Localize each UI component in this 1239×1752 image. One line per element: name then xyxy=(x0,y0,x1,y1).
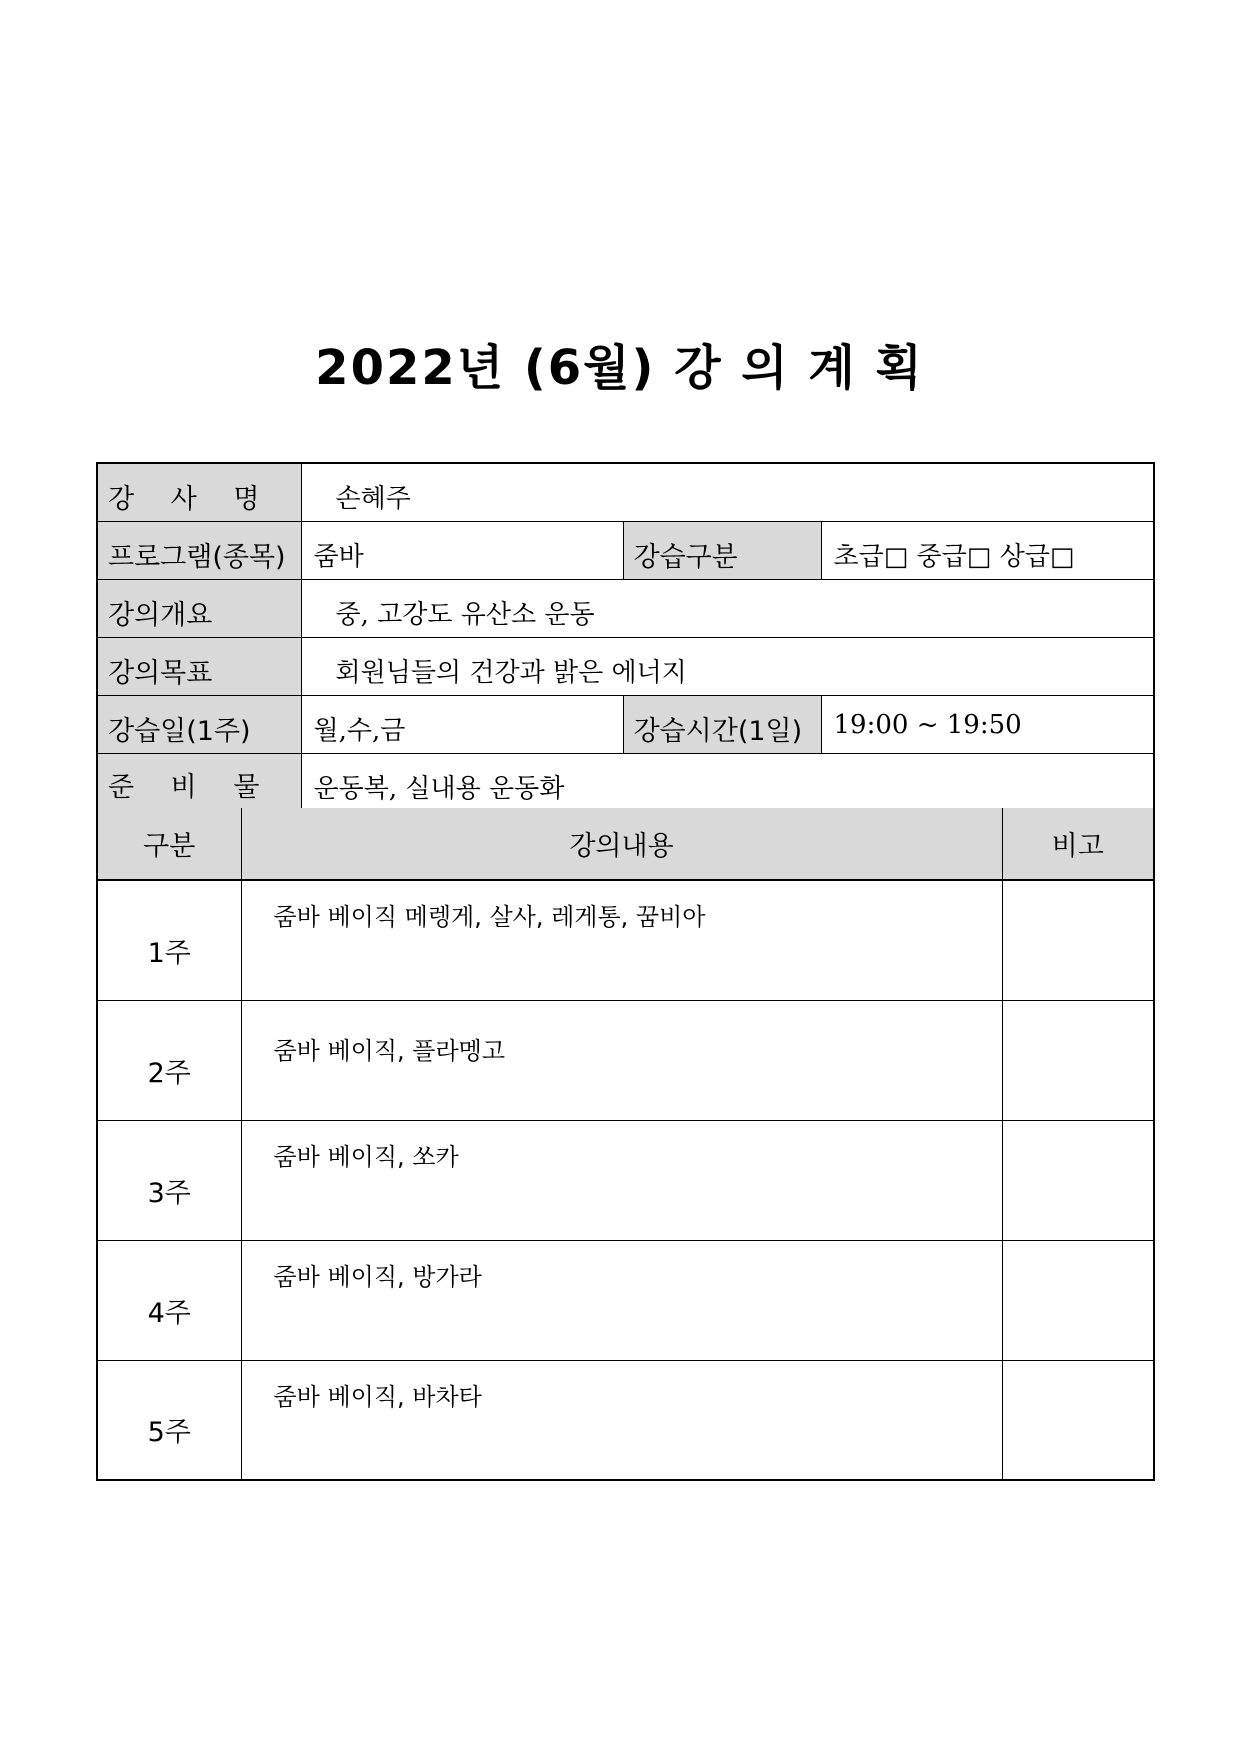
header-week: 구분 xyxy=(97,808,241,880)
header-note: 비고 xyxy=(1002,808,1154,880)
week-note xyxy=(1002,880,1154,1000)
week-note xyxy=(1002,1000,1154,1120)
document-title: 2022년 (6월) 강 의 계 획 xyxy=(315,340,924,396)
table-row xyxy=(97,1120,1154,1240)
week-content: 줌바 베이직, 바차타 xyxy=(241,1360,1002,1480)
days-value: 월,수,금 xyxy=(301,695,623,753)
week-content: 줌바 베이직 메렝게, 살사, 레게통, 꿈비아 xyxy=(241,880,1002,1000)
overview-value: 중, 고강도 유산소 운동 xyxy=(301,579,1154,637)
week-number: 5주 xyxy=(97,1360,241,1480)
week-content: 줌바 베이직, 방가라 xyxy=(241,1240,1002,1360)
table-row xyxy=(97,1000,1154,1120)
level-label: 강습구분 xyxy=(623,521,821,579)
week-content: 줌바 베이직, 플라멩고 xyxy=(241,1000,1002,1120)
supplies-value: 운동복, 실내용 운동화 xyxy=(301,753,1154,809)
time-value: 19:00 ~ 19:50 xyxy=(821,695,1154,753)
days-label: 강습일(1주) xyxy=(97,695,301,753)
table-row xyxy=(97,1240,1154,1360)
info-table xyxy=(96,462,1155,810)
table-row xyxy=(97,880,1154,1000)
week-number: 1주 xyxy=(97,880,241,1000)
level-value: 초급□ 중급□ 상급□ xyxy=(821,521,1154,579)
instructor-label: 강 사 명 xyxy=(97,463,301,521)
info-row-program xyxy=(97,521,1154,579)
program-label: 프로그램(종목) xyxy=(97,521,301,579)
table-header-row xyxy=(97,808,1154,880)
time-label: 강습시간(1일) xyxy=(623,695,821,753)
info-row-instructor xyxy=(97,463,1154,521)
info-row-supplies xyxy=(97,753,1154,809)
info-row-goal xyxy=(97,637,1154,695)
week-note xyxy=(1002,1120,1154,1240)
week-number: 4주 xyxy=(97,1240,241,1360)
info-row-overview xyxy=(97,579,1154,637)
program-value: 줌바 xyxy=(301,521,623,579)
week-note xyxy=(1002,1240,1154,1360)
supplies-label: 준 비 물 xyxy=(97,753,301,809)
week-note xyxy=(1002,1360,1154,1480)
header-content: 강의내용 xyxy=(241,808,1002,880)
overview-label: 강의개요 xyxy=(97,579,301,637)
table-row xyxy=(97,1360,1154,1480)
goal-value: 회원님들의 건강과 밝은 에너지 xyxy=(301,637,1154,695)
week-number: 2주 xyxy=(97,1000,241,1120)
goal-label: 강의목표 xyxy=(97,637,301,695)
weekly-plan-table xyxy=(96,808,1155,1481)
week-content: 줌바 베이직, 쏘카 xyxy=(241,1120,1002,1240)
info-row-schedule xyxy=(97,695,1154,753)
week-number: 3주 xyxy=(97,1120,241,1240)
instructor-value: 손혜주 xyxy=(301,463,1154,521)
